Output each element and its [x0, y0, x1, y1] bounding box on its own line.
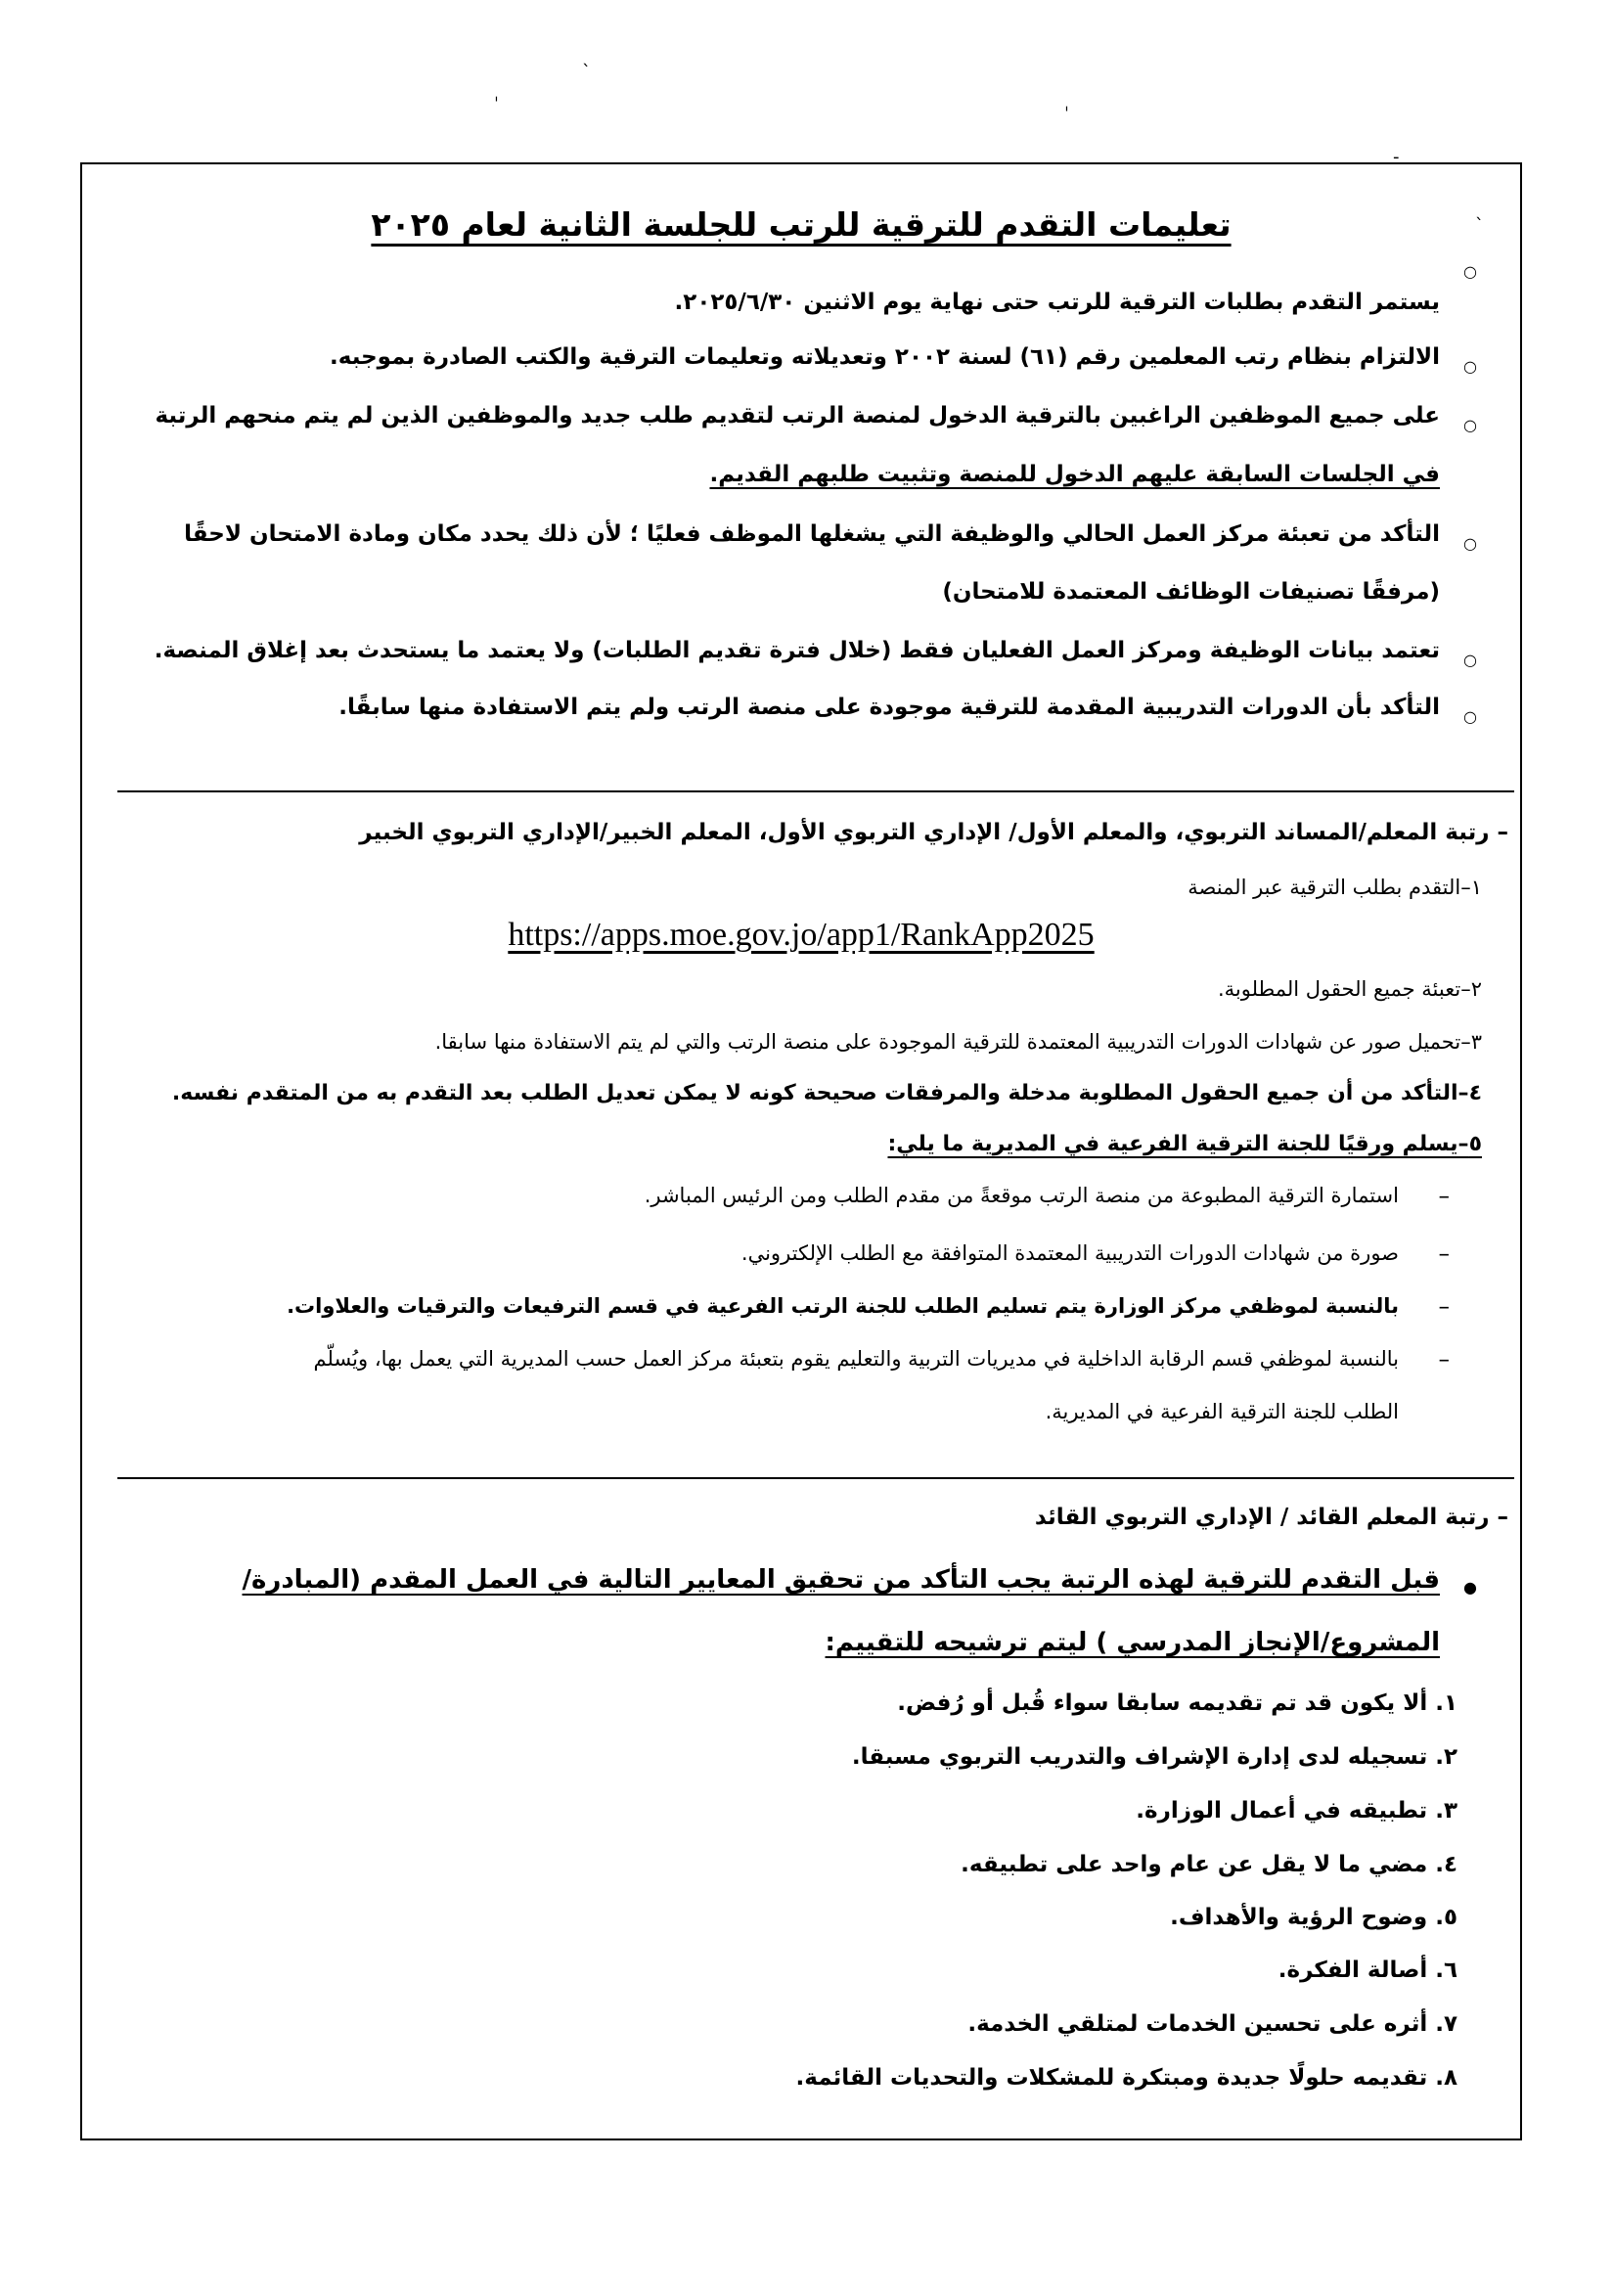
- section-heading: – رتبة المعلم القائد / الإداري التربوي القائد: [1034, 1505, 1508, 1530]
- bullet-icon: ○: [1463, 707, 1477, 726]
- criteria-item: ١. ألا يكون قد تم تقديمه سابقا سواء قُبل أو رُفض.: [897, 1690, 1457, 1716]
- section-divider: [117, 790, 1514, 792]
- criteria-item: ٣. تطبيقه في أعمال الوزارة.: [1136, 1798, 1457, 1823]
- instruction-item: تعتمد بيانات الوظيفة ومركز العمل الفعليان فقط (خلال فترة تقديم الطلبات) ولا يعتمد ما يستحدث بعد إغلاق المنصة.: [154, 638, 1440, 663]
- dash-icon: –: [1438, 1241, 1450, 1267]
- instruction-item: الالتزام بنظام رتب المعلمين رقم (٦١) لسنة ٢٠٠٢ وتعديلاته وتعليمات الترقية والكتب الصادرة بموجبه.: [330, 344, 1440, 370]
- bullet-icon: ○: [1463, 651, 1477, 669]
- intro-text-continued: المشروع/الإنجاز المدرسي ) ليتم ترشيحه للتقييم:: [825, 1628, 1440, 1657]
- section-heading: – رتبة المعلم/المساند التربوي، والمعلم الأول/ الإداري التربوي الأول، المعلم الخبير/الإداري التربوي الخبير: [359, 820, 1508, 845]
- criteria-item: ٧. أثره على تحسين الخدمات لمتلقي الخدمة.: [967, 2011, 1457, 2037]
- step-item: ١–التقدم بطلب الترقية عبر المنصة: [1188, 876, 1482, 899]
- bullet-icon: ●: [1463, 1578, 1477, 1597]
- scan-mark: ˎ: [582, 47, 591, 68]
- criteria-item: ٥. وضوح الرؤية والأهداف.: [1170, 1905, 1457, 1930]
- bullet-icon: ○: [1463, 416, 1477, 434]
- dash-icon: –: [1438, 1294, 1450, 1320]
- instruction-item: التأكد بأن الدورات التدريبية المقدمة للترقية موجودة على منصة الرتب ولم يتم الاستفادة منها سابقًا.: [338, 695, 1440, 720]
- scan-mark: ˎ: [1475, 201, 1484, 221]
- instruction-item: على جميع الموظفين الراغبين بالترقية الدخول لمنصة الرتب لتقديم طلب جديد والموظفين الذين لم يتم منحهم الرتبة: [155, 403, 1440, 428]
- page-title: تعليمات التقدم للترقية للرتب للجلسة الثانية لعام ٢٠٢٥: [371, 205, 1232, 244]
- platform-link[interactable]: https://apps.moe.gov.jo/app1/RankApp2025: [508, 917, 1095, 953]
- step-item: ٥–يسلم ورقيًا للجنة الترقية الفرعية في المديرية ما يلي:: [887, 1132, 1482, 1156]
- criteria-item: ٤. مضي ما لا يقل عن عام واحد على تطبيقه.: [961, 1852, 1457, 1877]
- step-item: ٢–تعبئة جميع الحقول المطلوبة.: [1217, 977, 1482, 1001]
- scan-mark: -: [1393, 147, 1400, 167]
- instruction-item: التأكد من تعبئة مركز العمل الحالي والوظيفة التي يشغلها الموظف فعليًا ؛ لأن ذلك يحدد مكان ومادة الامتحان لاحقًا: [184, 521, 1440, 547]
- bullet-icon: ○: [1463, 262, 1477, 281]
- bullet-icon: ○: [1463, 357, 1477, 376]
- criteria-item: ٢. تسجيله لدى إدارة الإشراف والتدريب التربوي مسبقا.: [851, 1744, 1457, 1770]
- sub-item: صورة من شهادات الدورات التدريبية المعتمدة المتوافقة مع الطلب الإلكتروني.: [740, 1241, 1399, 1265]
- dash-icon: –: [1438, 1347, 1450, 1373]
- intro-text: قبل التقدم للترقية لهذه الرتبة يجب التأكد من تحقيق المعايير التالية في العمل المقدم (المبادرة/: [242, 1565, 1440, 1595]
- scan-mark: ˌ: [494, 83, 499, 104]
- criteria-item: ٨. تقديمه حلولًا جديدة ومبتكرة للمشكلات والتحديات القائمة.: [795, 2065, 1457, 2091]
- sub-item-continued: الطلب للجنة الترقية الفرعية في المديرية.: [1045, 1400, 1399, 1423]
- sub-item: استمارة الترقية المطبوعة من منصة الرتب موقعةً من مقدم الطلب ومن الرئيس المباشر.: [644, 1184, 1399, 1207]
- instruction-item-continued: في الجلسات السابقة عليهم الدخول للمنصة وتثبيت طلبهم القديم.: [709, 462, 1440, 487]
- dash-icon: –: [1438, 1184, 1450, 1209]
- section-divider: [117, 1477, 1514, 1479]
- bullet-icon: ○: [1463, 534, 1477, 553]
- sub-item: بالنسبة لموظفي قسم الرقابة الداخلية في مديريات التربية والتعليم يقوم بتعبئة مركز العمل حسب المديرية التي يعمل بها، ويُسلّم: [313, 1347, 1399, 1371]
- step-item: ٣–تحميل صور عن شهادات الدورات التدريبية المعتمدة للترقية الموجودة على منصة الرتب والتي لم يتم الاستفادة منها سابقا.: [434, 1030, 1482, 1054]
- sub-item: بالنسبة لموظفي مركز الوزارة يتم تسليم الطلب للجنة الرتب الفرعية في قسم الترفيعات والترقيات والعلاوات.: [287, 1294, 1399, 1318]
- step-item: ٤–التأكد من أن جميع الحقول المطلوبة مدخلة والمرفقات صحيحة كونه لا يمكن تعديل الطلب بعد التقدم به من المتقدم نفسه.: [171, 1081, 1482, 1105]
- instruction-item-continued: (مرفقًا تصنيفات الوظائف المعتمدة للامتحان): [942, 579, 1440, 605]
- criteria-item: ٦. أصالة الفكرة.: [1278, 1958, 1457, 1983]
- instruction-item: يستمر التقدم بطلبات الترقية للرتب حتى نهاية يوم الاثنين ٢٠٢٥/٦/٣٠.: [674, 290, 1440, 315]
- scan-mark: ˌ: [1064, 93, 1069, 113]
